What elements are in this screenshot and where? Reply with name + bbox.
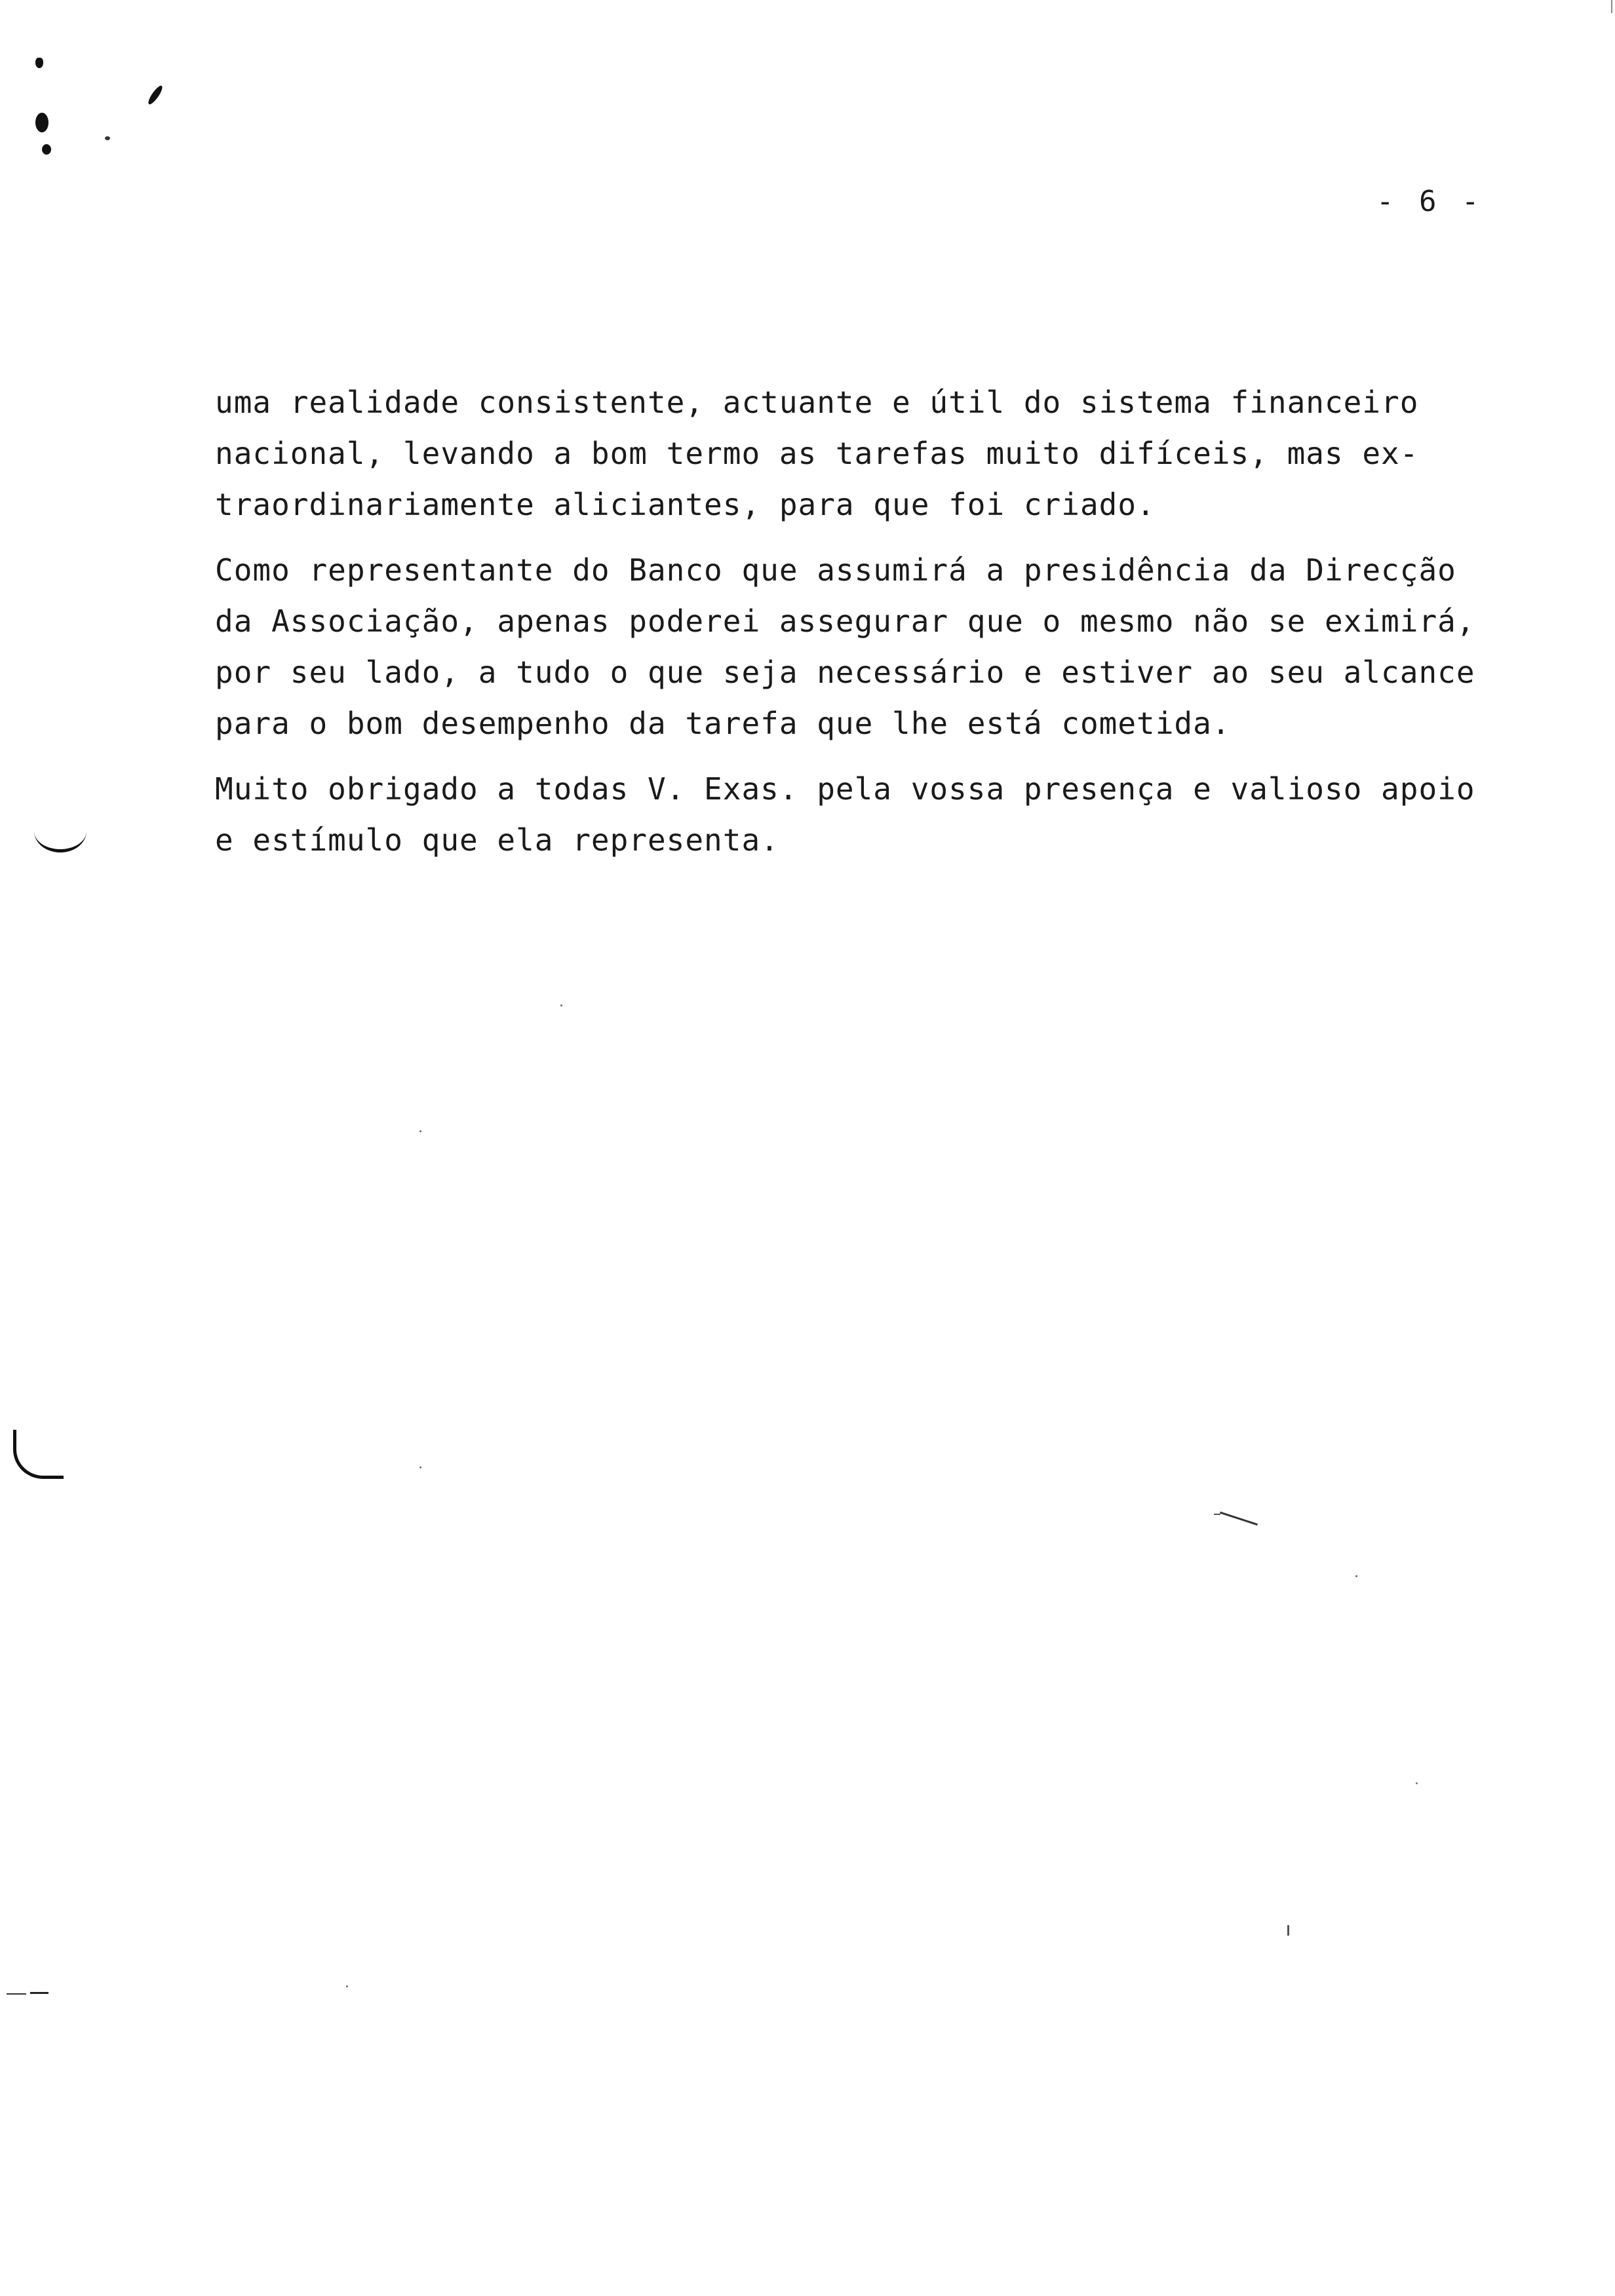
scan-mark <box>1611 0 1612 13</box>
text-line: uma realidade consistente, actuante e útil do sistema financeiro <box>215 385 1419 420</box>
text-line: da Associação, apenas poderei assegurar que o mesmo não se eximirá, <box>215 603 1475 639</box>
scan-speck <box>1355 1575 1357 1577</box>
text-line: e estímulo que ela representa. <box>215 822 779 858</box>
punch-hole-mark <box>13 1430 64 1479</box>
letter-body <box>215 377 1539 880</box>
text-line: por seu lado, a tudo o que seja necessário e estiver ao seu alcance <box>215 655 1475 690</box>
scan-speck <box>419 1466 421 1468</box>
scan-mark <box>146 84 165 106</box>
scan-mark <box>30 1992 49 1994</box>
scan-speck <box>35 58 43 68</box>
scan-speck <box>560 1004 562 1006</box>
text-line: para o bom desempenho da tarefa que lhe está cometida. <box>215 706 1231 741</box>
page-number: - 6 - <box>1376 185 1483 218</box>
scan-speck <box>105 136 110 140</box>
scan-speck <box>35 113 49 132</box>
paragraph-3 <box>215 763 1539 866</box>
scan-mark <box>1214 1514 1220 1515</box>
scan-speck <box>1416 1782 1418 1784</box>
scan-speck <box>346 1985 348 1987</box>
text-line: Como representante do Banco que assumirá a presidência da Direcção <box>215 552 1456 588</box>
paragraph-1 <box>215 377 1539 530</box>
scan-mark <box>7 1993 26 1995</box>
scan-mark <box>1220 1512 1258 1525</box>
text-line: traordinariamente aliciantes, para que foi criado. <box>215 487 1156 522</box>
scan-speck <box>42 144 51 155</box>
paragraph-2 <box>215 545 1539 749</box>
scan-mark <box>1287 1925 1289 1936</box>
text-line: nacional, levando a bom termo as tarefas muito difíceis, mas ex- <box>215 436 1419 471</box>
text-line: Muito obrigado a todas V. Exas. pela vossa presença e valioso apoio <box>215 771 1475 807</box>
scan-speck <box>419 1130 421 1132</box>
punch-hole-mark <box>34 810 87 852</box>
